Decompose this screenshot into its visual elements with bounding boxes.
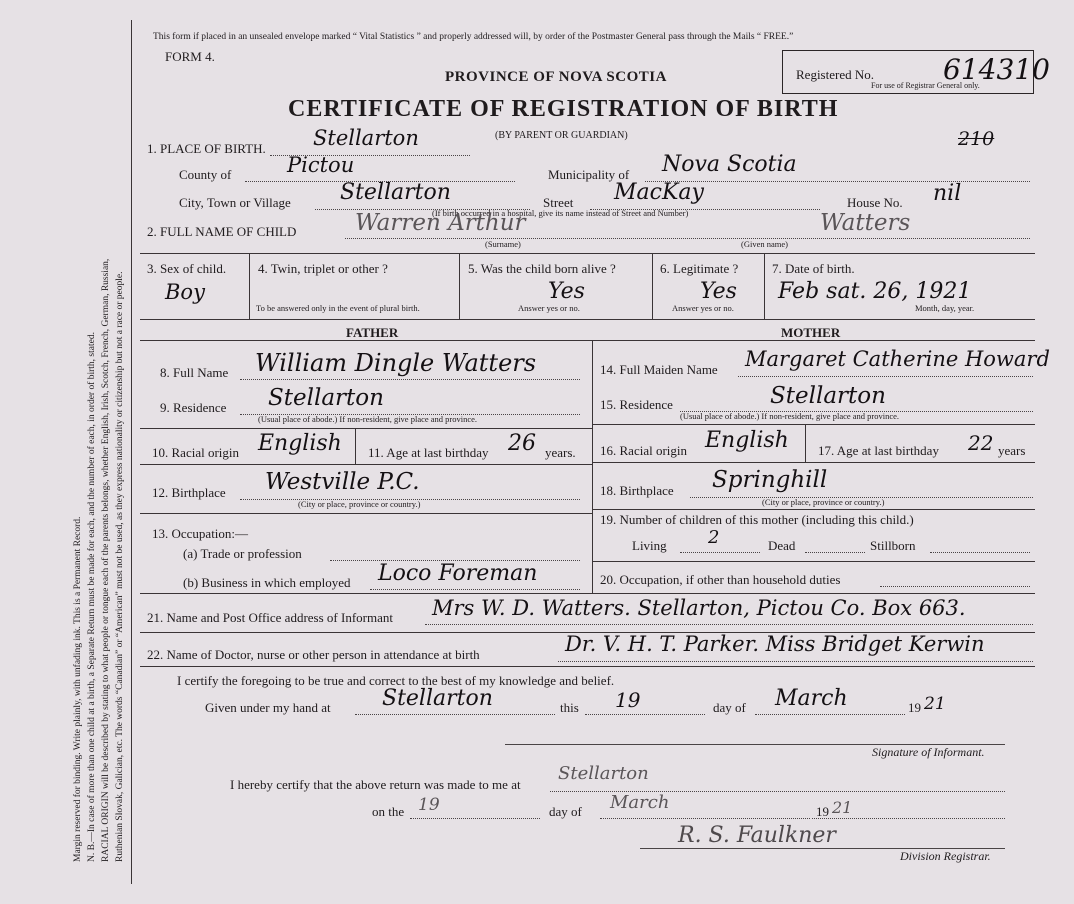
hline bbox=[592, 561, 1035, 562]
hline bbox=[140, 666, 1035, 667]
hline bbox=[140, 428, 592, 429]
mother-birthplace-label: 18. Birthplace bbox=[600, 483, 674, 498]
mother-birthplace-value: Springhill bbox=[712, 467, 828, 493]
vline bbox=[764, 253, 765, 319]
dotted-line bbox=[355, 714, 555, 715]
corner-number: 210 bbox=[958, 128, 995, 150]
certify-line: I certify the foregoing to be true and correct to the best of my knowledge and belief. bbox=[177, 673, 615, 688]
registered-label: Registered No. bbox=[796, 67, 874, 82]
dotted-line bbox=[558, 661, 1033, 662]
hline bbox=[140, 253, 1035, 254]
stillborn-label: Stillborn bbox=[870, 538, 916, 553]
informant-value: Mrs W. D. Watters. Stellarton, Pictou Co. Box 663. bbox=[432, 596, 966, 620]
father-residence-note: (Usual place of abode.) If non-resident, give place and province. bbox=[258, 414, 478, 424]
mother-occupation-label: 20. Occupation, if other than household duties bbox=[600, 572, 841, 587]
alive-label: 5. Was the child born alive ? bbox=[468, 261, 616, 276]
legitimate-label: 6. Legitimate ? bbox=[660, 261, 739, 276]
dotted-line bbox=[880, 586, 1030, 587]
day-of-label: day of bbox=[713, 700, 746, 715]
given-caption: (Given name) bbox=[741, 239, 788, 249]
province-heading: PROVINCE OF NOVA SCOTIA bbox=[445, 69, 667, 85]
side-note-1: Margin reserved for binding. Write plainly, with unfading ink. This is a Permanent Record. bbox=[73, 516, 83, 862]
side-note-2: N. B.—In case of more than one child at a birth, a Separate Return must be made for each, and the number of each, in order of birth, stated. bbox=[87, 332, 97, 862]
side-note-4: Ruthenian Slovak, Galician, etc. The words “Canadian” or “American” must not be used, as they express nationality or citizenship but not a race or people. bbox=[115, 271, 125, 862]
house-label: House No. bbox=[847, 195, 903, 210]
given-label: Given under my hand at bbox=[205, 700, 331, 715]
father-race-label: 10. Racial origin bbox=[152, 445, 240, 460]
city-label: City, Town or Village bbox=[179, 195, 291, 210]
father-birthplace-label: 12. Birthplace bbox=[152, 485, 226, 500]
dotted-line bbox=[680, 552, 760, 553]
father-residence-value: Stellarton bbox=[268, 385, 384, 411]
business-value: Loco Foreman bbox=[378, 561, 538, 586]
dob-value: Feb sat. 26, 1921 bbox=[778, 279, 972, 304]
dotted-line bbox=[370, 589, 580, 590]
dob-label: 7. Date of birth. bbox=[772, 261, 855, 276]
dotted-line bbox=[600, 818, 810, 819]
registrar-year: 21 bbox=[832, 798, 853, 817]
mother-race-label: 16. Racial origin bbox=[600, 443, 688, 458]
dotted-line bbox=[812, 818, 1005, 819]
hline bbox=[140, 464, 592, 465]
legitimate-value: Yes bbox=[700, 279, 737, 304]
place-of-birth-label: 1. PLACE OF BIRTH. bbox=[147, 141, 266, 156]
vline bbox=[355, 428, 356, 464]
mother-birthplace-note: (City or place, province or country.) bbox=[762, 497, 885, 507]
margin-line bbox=[131, 20, 132, 884]
vline bbox=[652, 253, 653, 319]
dotted-line bbox=[930, 552, 1030, 553]
city-value: Stellarton bbox=[340, 180, 451, 205]
alive-value: Yes bbox=[548, 279, 585, 304]
hline bbox=[140, 513, 592, 514]
form-number: FORM 4. bbox=[165, 49, 215, 64]
hline bbox=[140, 593, 1035, 594]
dotted-line bbox=[240, 379, 580, 380]
informant-label: 21. Name and Post Office address of Informant bbox=[147, 610, 393, 625]
father-residence-label: 9. Residence bbox=[160, 400, 227, 415]
dotted-line bbox=[410, 818, 540, 819]
mother-residence-label: 15. Residence bbox=[600, 397, 673, 412]
registered-note: For use of Registrar General only. bbox=[871, 81, 980, 90]
attendant-value: Dr. V. H. T. Parker. Miss Bridget Kerwin bbox=[565, 632, 985, 656]
dob-note: Month, day, year. bbox=[915, 303, 975, 313]
child-name-label: 2. FULL NAME OF CHILD bbox=[147, 224, 297, 239]
business-label: (b) Business in which employed bbox=[183, 575, 351, 590]
dead-label: Dead bbox=[768, 538, 796, 553]
registered-box bbox=[782, 50, 1050, 94]
mother-residence-value: Stellarton bbox=[770, 383, 886, 409]
registrar-line: I hereby certify that the above return was made to me at bbox=[230, 777, 521, 792]
street-label: Street bbox=[543, 195, 574, 210]
father-name-label: 8. Full Name bbox=[160, 365, 229, 380]
hline bbox=[592, 424, 1035, 425]
hline bbox=[140, 319, 1035, 320]
father-race-value: English bbox=[258, 431, 342, 456]
mother-children-label: 19. Number of children of this mother (including this child.) bbox=[600, 512, 914, 527]
vline bbox=[805, 424, 806, 462]
county-value: Pictou bbox=[287, 153, 355, 177]
certify-place: Stellarton bbox=[382, 686, 493, 711]
father-name-value: William Dingle Watters bbox=[255, 349, 537, 377]
dotted-line bbox=[738, 376, 1033, 377]
hospital-note: (If birth occurred in a hospital, give its name instead of Street and Number) bbox=[432, 208, 689, 218]
registrar-title: Division Registrar. bbox=[900, 849, 991, 863]
hline bbox=[140, 340, 1035, 341]
father-age-label: 11. Age at last birthday bbox=[368, 445, 489, 460]
mother-age-unit: years bbox=[998, 443, 1026, 458]
vline bbox=[459, 253, 460, 319]
place-of-birth-value: Stellarton bbox=[313, 126, 419, 150]
father-age-unit: years. bbox=[545, 445, 576, 460]
house-value: nil bbox=[933, 181, 962, 206]
sex-value: Boy bbox=[165, 280, 205, 304]
twin-note: To be answered only in the event of plural birth. bbox=[256, 303, 420, 313]
trade-label: (a) Trade or profession bbox=[183, 546, 302, 561]
father-occupation-label: 13. Occupation:— bbox=[152, 526, 249, 541]
dotted-line bbox=[755, 714, 905, 715]
this-label: this bbox=[560, 700, 579, 715]
vline bbox=[592, 340, 593, 593]
sex-label: 3. Sex of child. bbox=[147, 261, 227, 276]
informant-signature-label: Signature of Informant. bbox=[872, 745, 985, 759]
mother-race-value: English bbox=[705, 428, 789, 453]
dotted-line bbox=[805, 552, 865, 553]
living-value: 2 bbox=[708, 527, 720, 548]
father-heading: FATHER bbox=[346, 325, 399, 340]
mother-age-value: 22 bbox=[968, 431, 994, 455]
on-the-label: on the bbox=[372, 804, 405, 819]
certify-day: 19 bbox=[615, 688, 641, 712]
county-label: County of bbox=[179, 167, 232, 182]
municipality-value: Nova Scotia bbox=[662, 152, 797, 177]
father-birthplace-note: (City or place, province or country.) bbox=[298, 499, 421, 509]
legitimate-note: Answer yes or no. bbox=[672, 303, 734, 313]
mother-name-value: Margaret Catherine Howard bbox=[745, 347, 1050, 371]
twin-label: 4. Twin, triplet or other ? bbox=[258, 261, 388, 276]
father-age-value: 26 bbox=[508, 431, 536, 456]
hline bbox=[592, 509, 1035, 510]
certify-month: March bbox=[775, 686, 848, 711]
attendant-label: 22. Name of Doctor, nurse or other person in attendance at birth bbox=[147, 647, 480, 662]
municipality-label: Municipality of bbox=[548, 167, 630, 182]
subtitle: (BY PARENT OR GUARDIAN) bbox=[495, 130, 628, 141]
child-surname: Watters bbox=[820, 210, 911, 236]
registrar-signature: R. S. Faulkner bbox=[678, 823, 836, 848]
dotted-line bbox=[585, 714, 705, 715]
registrar-place: Stellarton bbox=[558, 763, 649, 784]
mother-heading: MOTHER bbox=[781, 325, 841, 340]
surname-caption: (Surname) bbox=[485, 239, 521, 249]
mother-name-label: 14. Full Maiden Name bbox=[600, 362, 718, 377]
hline bbox=[592, 462, 1035, 463]
side-note-3: RACIAL ORIGIN will be described by stating to what people or tongue each of the parents belongs, whether English, Irish, Scotch, French, German, Russian, bbox=[101, 258, 111, 862]
mother-age-label: 17. Age at last birthday bbox=[818, 443, 939, 458]
registrar-day-of-label: day of bbox=[549, 804, 582, 819]
certify-year-prefix: 19 bbox=[908, 700, 921, 715]
dotted-line bbox=[425, 624, 1033, 625]
registrar-year-prefix: 19 bbox=[816, 804, 829, 819]
registered-number: 614310 bbox=[943, 53, 1050, 86]
alive-note: Answer yes or no. bbox=[518, 303, 580, 313]
child-given-name: Warren Arthur bbox=[355, 210, 526, 236]
certify-year: 21 bbox=[924, 694, 946, 714]
mother-residence-note: (Usual place of abode.) If non-resident, give place and province. bbox=[680, 411, 900, 421]
street-value: MacKay bbox=[614, 180, 704, 205]
registrar-month: March bbox=[610, 792, 670, 813]
mail-notice: This form if placed in an unsealed envelope marked “ Vital Statistics ” and properly addressed will, by order of the Postmaster General pass through the Mails “ FREE.” bbox=[153, 32, 794, 42]
vline bbox=[249, 253, 250, 319]
page-title: CERTIFICATE OF REGISTRATION OF BIRTH bbox=[288, 96, 839, 122]
dotted-line bbox=[345, 238, 1030, 239]
living-label: Living bbox=[632, 538, 667, 553]
registrar-day: 19 bbox=[418, 795, 440, 815]
father-birthplace-value: Westville P.C. bbox=[265, 469, 420, 495]
